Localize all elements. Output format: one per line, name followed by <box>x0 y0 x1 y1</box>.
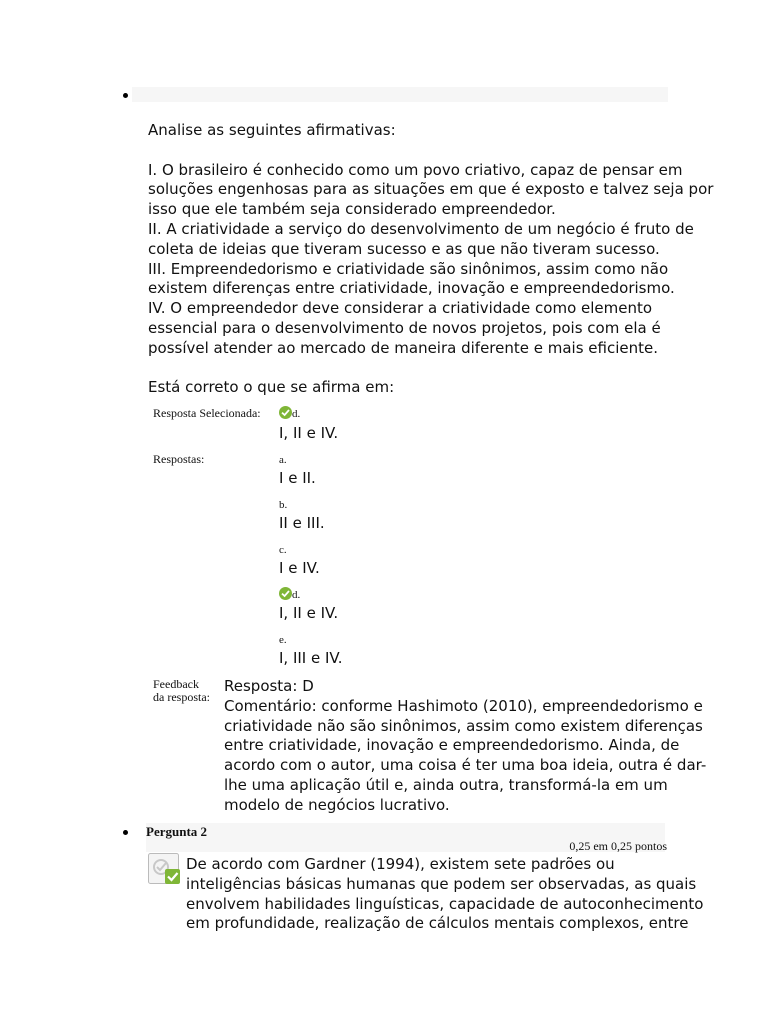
question-1-body <box>148 121 714 398</box>
feedback-line: entre criatividade, inovação e empreendedorismo. Ainda, de <box>224 736 680 755</box>
selected-answer-letter: d. <box>292 408 301 420</box>
answer-text: I, III e IV. <box>279 649 343 667</box>
list-bullet <box>123 830 128 835</box>
feedback-line: Resposta: D <box>224 677 314 695</box>
question-2-text <box>186 855 704 934</box>
question-2-line: em profundidade, realização de cálculos mentais complexos, entre <box>186 914 689 933</box>
question-2-title: Pergunta 2 <box>146 824 208 839</box>
correct-check-icon <box>279 587 292 600</box>
question-status-icon <box>148 853 181 886</box>
question-2-line: envolvem habilidades linguísticas, capacidade de autoconhecimento <box>186 894 704 913</box>
feedback-line: acordo com o autor, uma coisa é ter uma boa ideia, outra é dar- <box>224 756 707 775</box>
correct-check-icon <box>279 406 292 419</box>
answer-text: II e III. <box>279 514 325 532</box>
list-bullet <box>123 93 128 98</box>
statement-line: coleta de ideias que tiveram sucesso e as que não tiveram sucesso. <box>148 239 660 258</box>
answer-letter: d. <box>292 589 301 601</box>
statement-line: isso que ele também seja considerado empreendedor. <box>148 200 556 219</box>
question-2-line: inteligências básicas humanas que podem ser observadas, as quais <box>186 874 697 893</box>
statement-line: essencial para o desenvolvimento de novos projetos, pois com ela é <box>148 318 661 337</box>
feedback-line: modelo de negócios lucrativo. <box>224 795 450 814</box>
feedback-label <box>153 678 210 704</box>
statement-line: possível atender ao mercado de maneira diferente e mais eficiente. <box>148 338 659 357</box>
statement-line: soluções engenhosas para as situações em que é exposto e talvez seja por <box>148 180 714 199</box>
statement-line: III. Empreendedorismo e criatividade são sinônimos, assim como não <box>148 259 669 278</box>
feedback-label-line: da resposta: <box>153 690 210 704</box>
selected-answer-text: I, II e IV. <box>279 424 339 442</box>
answer-text: I, II e IV. <box>279 604 339 622</box>
feedback-line: criatividade não são sinônimos, assim como existem diferenças <box>224 716 703 735</box>
statement-line: IV. O empreendedor deve considerar a criatividade como elemento <box>148 299 653 318</box>
question-header-bar <box>132 87 668 102</box>
feedback-line: Comentário: conforme Hashimoto (2010), empreendedorismo e <box>224 696 703 715</box>
feedback-line: lhe uma aplicação útil e, ainda outra, transformá-la em um <box>224 775 668 794</box>
answer-text: I e IV. <box>279 559 320 577</box>
selected-answer-label: Resposta Selecionada: <box>153 406 261 420</box>
statement-line: II. A criatividade a serviço do desenvolvimento de um negócio é fruto de <box>148 219 694 238</box>
answer-text: I e II. <box>279 469 316 487</box>
answer-letter: a. <box>279 454 287 466</box>
answers-label: Respostas: <box>153 452 205 466</box>
feedback-label-line: Feedback <box>153 677 199 691</box>
statement-line: existem diferenças entre criatividade, inovação e empreendedorismo. <box>148 279 675 298</box>
answer-letter: b. <box>279 499 288 511</box>
question-prompt: Está correto o que se afirma em: <box>148 378 395 397</box>
question-2-points: 0,25 em 0,25 pontos <box>569 839 667 853</box>
question-intro: Analise as seguintes afirmativas: <box>148 121 396 139</box>
statement-line: I. O brasileiro é conhecido como um povo criativo, capaz de pensar em <box>148 160 683 179</box>
question-2-line: De acordo com Gardner (1994), existem sete padrões ou <box>186 855 615 873</box>
answer-letter: c. <box>279 544 287 556</box>
answer-letter: e. <box>279 634 287 646</box>
feedback-body <box>224 677 707 816</box>
